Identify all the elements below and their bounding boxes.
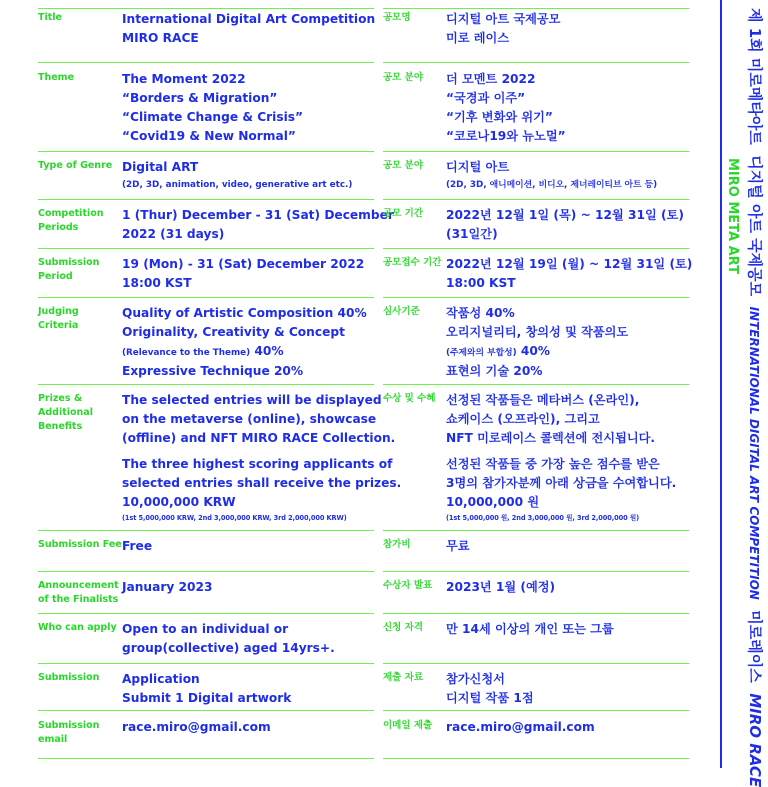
row-value: January 2023 <box>122 580 213 594</box>
row-value: International Digital Art Competition <box>122 12 376 26</box>
row-label: Judging Criteria <box>38 306 79 331</box>
divider <box>383 758 689 759</box>
row-label: Announcement of the Finalists <box>38 580 119 605</box>
divider <box>38 199 374 200</box>
row-value: 1 (Thur) December - 31 (Sat) December <box>122 208 394 222</box>
row-value: “Borders & Migration” <box>122 91 278 105</box>
row-value: Application <box>122 672 200 686</box>
row-label: Submission email <box>38 720 100 745</box>
divider <box>383 384 689 385</box>
email-link[interactable]: race.miro@gmail.com <box>122 720 271 734</box>
row-value: 40% <box>516 344 551 358</box>
row-label: Prizes & Additional Benefits <box>38 393 93 432</box>
row-value: 10,000,000 KRW <box>122 495 236 509</box>
row-note: (2D, 3D, animation, video, generative art etc.) <box>122 180 353 190</box>
row-value: Free <box>122 539 153 553</box>
row-note: (Relevance to the Theme) <box>122 348 251 358</box>
row-value: 참가신청서 <box>446 672 505 686</box>
row-label: 공모 분야 <box>383 160 424 171</box>
row-label: Submission <box>38 672 100 683</box>
row-value: 2022 (31 days) <box>122 227 225 241</box>
row-value: 표현의 기술 20% <box>446 364 543 378</box>
row-label: 수상자 발표 <box>383 580 433 591</box>
divider <box>383 571 689 572</box>
row-value: 19 (Mon) - 31 (Sat) December 2022 <box>122 257 365 271</box>
divider <box>38 151 374 152</box>
row-label: 공모 분야 <box>383 72 424 83</box>
row-value: MIRO RACE <box>122 31 199 45</box>
row-value: 디지털 작품 1점 <box>446 691 534 705</box>
row-value: 18:00 KST <box>122 276 192 290</box>
row-value: Submit 1 Digital artwork <box>122 691 292 705</box>
row-value: selected entries shall receive the prizes. <box>122 476 402 490</box>
row-label: 참가비 <box>383 539 411 550</box>
row-value: 선정된 작품들 중 가장 높은 점수를 받은 <box>446 457 660 471</box>
row-value: 2022년 12월 1일 (목) ~ 12월 31일 (토) <box>446 208 684 222</box>
row-value: 40% <box>250 344 284 358</box>
row-value: (31일간) <box>446 227 498 241</box>
divider <box>38 710 374 711</box>
divider <box>38 62 374 63</box>
row-label: 공모접수 기간 <box>383 257 442 268</box>
row-label: 심사기준 <box>383 306 420 317</box>
divider <box>383 663 689 664</box>
divider <box>38 297 374 298</box>
row-value: 10,000,000 원 <box>446 495 540 509</box>
banner-english-subtitle: INTERNATIONAL DIGITAL ART COMPETITION <box>747 306 761 600</box>
row-value: group(collective) aged 14yrs+. <box>122 641 335 655</box>
divider <box>383 151 689 152</box>
row-value: “코로나19와 뉴노멀” <box>446 129 566 143</box>
banner-title-line <box>743 8 766 787</box>
row-label: Submission Period <box>38 257 100 282</box>
divider <box>38 384 374 385</box>
row-note: (2D, 3D, 애니메이션, 비디오, 제너레이티브 아트 등) <box>446 180 658 190</box>
divider <box>383 710 689 711</box>
divider <box>38 248 374 249</box>
row-value: 2022년 12월 19일 (월) ~ 12월 31일 (토) <box>446 257 693 271</box>
divider <box>383 199 689 200</box>
divider <box>38 8 374 9</box>
divider <box>383 613 689 614</box>
banner-brand-line: MIRO META ART <box>725 158 740 274</box>
row-value: The selected entries will be displayed <box>122 393 382 407</box>
row-value: 쇼케이스 (오프라인), 그리고 <box>446 412 600 426</box>
row-label: Title <box>38 12 62 23</box>
banner-korean-subtitle: 디지털 아트 국제공모 <box>746 155 764 297</box>
banner-korean-race: 미로레이스 <box>746 610 764 683</box>
divider <box>383 8 689 9</box>
row-value: 작품성 40% <box>446 306 515 320</box>
row-label: Type of Genre <box>38 160 113 171</box>
row-value: Expressive Technique 20% <box>122 364 304 378</box>
row-value: Quality of Artistic Composition 40% <box>122 306 367 320</box>
row-value: 18:00 KST <box>446 276 516 290</box>
divider <box>38 663 374 664</box>
row-label: Competition Periods <box>38 208 104 233</box>
row-value: Open to an individual or <box>122 622 289 636</box>
vertical-banner <box>720 0 768 787</box>
row-label: 이메일 제출 <box>383 720 433 731</box>
email-link[interactable]: race.miro@gmail.com <box>446 720 595 734</box>
row-label: 공모 기간 <box>383 208 424 219</box>
divider <box>38 613 374 614</box>
banner-english-race: MIRO RACE <box>746 693 764 787</box>
row-label: 수상 및 수혜 <box>383 393 436 404</box>
row-label: Theme <box>38 72 75 83</box>
row-label: Submission Fee <box>38 539 122 550</box>
row-value: 디지털 아트 국제공모 <box>446 12 561 26</box>
row-value: on the metaverse (online), showcase <box>122 412 377 426</box>
divider <box>38 758 374 759</box>
banner-korean-title: 제 1회 미로메타아트 <box>746 8 764 145</box>
row-note: (1st 5,000,000 원, 2nd 3,000,000 원, 3rd 2,000,000 원) <box>446 514 640 522</box>
divider <box>38 530 374 531</box>
row-value: 만 14세 이상의 개인 또는 그룹 <box>446 622 614 636</box>
row-note: (1st 5,000,000 KRW, 2nd 3,000,000 KRW, 3rd 2,000,000 KRW) <box>122 514 347 522</box>
divider <box>383 530 689 531</box>
row-value: Originality, Creativity & Concept <box>122 325 345 339</box>
row-value: Digital ART <box>122 160 199 174</box>
row-value: The Moment 2022 <box>122 72 246 86</box>
row-value: 디지털 아트 <box>446 160 510 174</box>
row-value: 무료 <box>446 539 470 553</box>
row-value: “기후 변화와 위기” <box>446 110 553 124</box>
row-label: 제출 자료 <box>383 672 424 683</box>
row-value: 3명의 참가자분께 아래 상금을 수여합니다. <box>446 476 677 490</box>
row-value: 더 모멘트 2022 <box>446 72 536 86</box>
row-label: 신청 자격 <box>383 622 424 633</box>
row-value: “Covid19 & New Normal” <box>122 129 296 143</box>
row-value: 미로 레이스 <box>446 31 510 45</box>
row-value: (offline) and NFT MIRO RACE Collection. <box>122 431 396 445</box>
row-value: 2023년 1월 (예정) <box>446 580 556 594</box>
row-note: (주제와의 부합성) <box>446 348 517 358</box>
divider <box>383 62 689 63</box>
divider <box>383 248 689 249</box>
row-label: Who can apply <box>38 622 117 633</box>
divider <box>383 297 689 298</box>
row-value: The three highest scoring applicants of <box>122 457 393 471</box>
row-value: “Climate Change & Crisis” <box>122 110 304 124</box>
row-value: NFT 미로레이스 콜렉션에 전시됩니다. <box>446 431 656 445</box>
row-value: “국경과 이주” <box>446 91 526 105</box>
row-value: 오리지널리티, 창의성 및 작품의도 <box>446 325 629 339</box>
divider <box>38 571 374 572</box>
row-label: 공모명 <box>383 12 411 23</box>
row-value: 선정된 작품들은 메타버스 (온라인), <box>446 393 640 407</box>
